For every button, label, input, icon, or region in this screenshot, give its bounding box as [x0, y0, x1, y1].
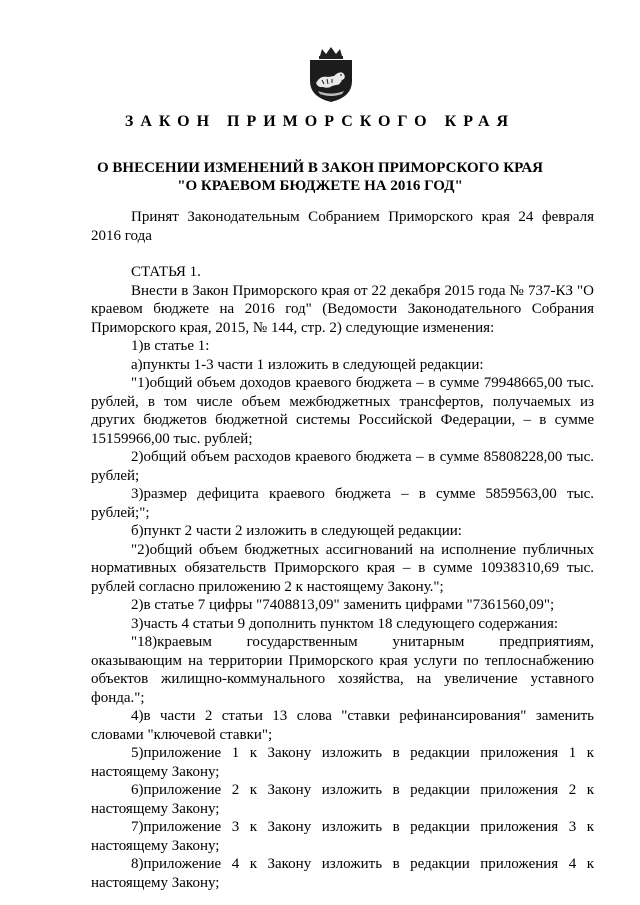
coat-of-arms-icon: [306, 47, 356, 103]
amendment-item: 7)приложение 3 к Закону изложить в редакции приложения 3 к настоящему Закону;: [91, 819, 594, 854]
amendment-item: 1)в статье 1:: [131, 338, 210, 354]
amendment-item: 2)общий объем расходов краевого бюджета – в сумме 85808228,00 тыс. рублей;: [91, 449, 594, 484]
amendment-item: а)пункты 1-3 части 1 изложить в следующей редакции:: [131, 356, 484, 373]
amendment-item: 3)часть 4 статьи 9 дополнить пунктом 18 следующего содержания:: [131, 615, 559, 632]
law-subtitle-line-1: О ВНЕСЕНИИ ИЗМЕНЕНИЙ В ЗАКОН ПРИМОРСКОГО КРАЯ: [97, 160, 543, 176]
amendment-item: 6)приложение 2 к Закону изложить в редакции приложения 2 к настоящему Закону;: [91, 782, 594, 817]
amendment-item: "1)общий объем доходов краевого бюджета – в сумме 79948665,00 тыс. рублей, в том числе объем межбюджетных трансфертов, получаемых из других бюджетов бюджетной системы Российской Федерации, – в сумме 15159966,00 тыс. рублей;: [91, 375, 594, 447]
amendment-item: "18)краевым государственным унитарным предприятиям, оказывающим на территории Приморского края услуги по теплоснабжению объектов жилищно-коммунального хозяйства, на увеличение уставного фонда.";: [91, 634, 594, 706]
amendment-item: 2)в статье 7 цифры "7408813,09" заменить цифрами "7361560,09";: [131, 597, 555, 613]
law-body: [91, 208, 594, 892]
law-subtitle-line-2: "О КРАЕВОМ БЮДЖЕТЕ НА 2016 ГОД": [177, 178, 463, 194]
amendment-item: 4)в части 2 статьи 13 слова "ставки рефинансирования" заменить словами "ключевой ставки";: [91, 708, 594, 743]
amendment-item: 5)приложение 1 к Закону изложить в редакции приложения 1 к настоящему Закону;: [91, 745, 594, 780]
amendment-item: "2)общий объем бюджетных ассигнований на исполнение публичных нормативных обязательств Приморского края – в сумме 10938310,69 тыс. рублей согласно приложению 2 к настоящему Закону.";: [91, 541, 594, 595]
amendment-item: 8)приложение 4 к Закону изложить в редакции приложения 4 к настоящему Закону;: [91, 856, 594, 891]
article-title: СТАТЬЯ 1.: [131, 264, 201, 280]
amendment-item: б)пункт 2 части 2 изложить в следующей редакции:: [131, 523, 462, 539]
adoption-note: Принят Законодательным Собранием Приморского края 24 февраля 2016 года: [91, 209, 594, 244]
law-title: ЗАКОН ПРИМОРСКОГО КРАЯ: [124, 113, 516, 130]
article-intro: Внести в Закон Приморского края от 22 декабря 2015 года № 737-КЗ "О краевом бюджете на 2016 год" (Ведомости Законодательного Собрания Приморского края, 2015, № 144, стр. 2) следующие изменения:: [91, 282, 594, 336]
amendment-item: 3)размер дефицита краевого бюджета – в сумме 5859563,00 тыс. рублей;";: [91, 486, 594, 521]
